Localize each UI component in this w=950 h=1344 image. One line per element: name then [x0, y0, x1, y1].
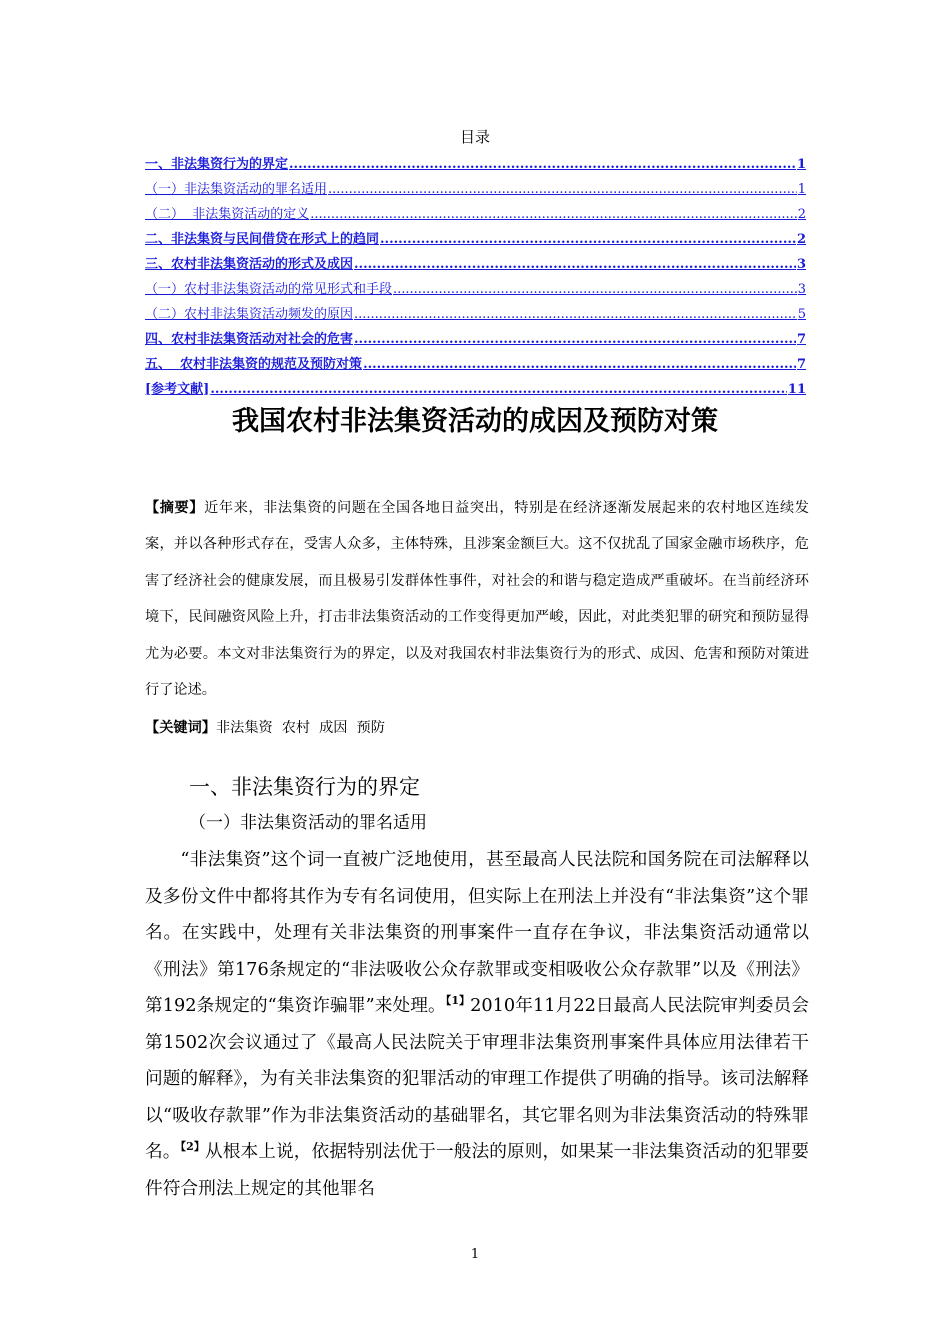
toc-entry-page: 7 — [796, 357, 806, 372]
toc-entry-text: 三、农村非法集资活动的形式及成因 — [145, 257, 354, 272]
document-title: 我国农村非法集资活动的成因及预防对策 — [232, 406, 718, 437]
toc-entry-section-1[interactable] — [145, 150, 806, 175]
citation-ref-1[interactable]: 【1】 — [445, 994, 471, 1008]
toc-entry-page: 7 — [796, 332, 806, 347]
toc-entry-text: 四、农村非法集资活动对社会的危害 — [145, 332, 354, 347]
toc-entry-text: 一、非法集资行为的界定 — [145, 157, 289, 172]
toc-entry-section-1-1[interactable] — [145, 175, 806, 200]
toc-entry-section-3-2[interactable] — [145, 300, 806, 325]
toc-entry-page: 11 — [787, 382, 806, 397]
toc-entry-page: 1 — [797, 182, 806, 197]
toc-leader-dots — [393, 280, 797, 300]
table-of-contents — [145, 150, 806, 400]
body-text-part-3: 从根本上说，依据特别法优于一般法的原则，如果某一非法集资活动的犯罪要件符合刑法上规定的其他罪名 — [145, 1142, 809, 1199]
toc-leader-dots — [354, 305, 797, 325]
toc-leader-dots — [289, 155, 796, 175]
toc-entry-text: 二、非法集资与民间借贷在形式上的趋同 — [145, 232, 380, 247]
keywords-label: 【关键词】 — [145, 720, 216, 736]
toc-entry-page: 2 — [796, 232, 806, 247]
subsection-heading: （一）非法集资活动的罪名适用 — [189, 813, 427, 833]
body-text-part-2: 2010年11月22日最高人民法院审判委员会第1502次会议通过了《最高人民法院关于审理非法集资刑事案件具体应用法律若干问题的解释》，为有关非法集资的犯罪活动的审理工作提供了明确的指导。该司法解释以“吸收存款罪”作为非法集资活动的基础罪名，其它罪名则为非法集资活动的特殊罪名。 — [145, 996, 809, 1162]
toc-entry-text: （二） 非法集资活动的定义 — [145, 207, 310, 222]
toc-leader-dots — [310, 205, 796, 225]
toc-entry-references[interactable] — [145, 375, 806, 400]
toc-entry-page: 1 — [796, 157, 806, 172]
toc-entry-section-2[interactable] — [145, 225, 806, 250]
keywords-text: 非法集资 农村 成因 预防 — [215, 720, 385, 736]
toc-entry-page: 5 — [797, 307, 806, 322]
toc-entry-text: [参考文献] — [145, 382, 210, 397]
toc-entry-section-5[interactable] — [145, 350, 806, 375]
toc-entry-text: （一）农村非法集资活动的常见形式和手段 — [145, 282, 393, 297]
body-paragraph — [145, 842, 809, 1207]
toc-title: 目录 — [459, 128, 490, 146]
toc-leader-dots — [210, 380, 787, 400]
toc-entry-text: （二）农村非法集资活动频发的原因 — [145, 307, 354, 322]
citation-ref-2[interactable]: 【2】 — [180, 1140, 205, 1154]
toc-entry-section-3[interactable] — [145, 250, 806, 275]
toc-entry-section-1-2[interactable] — [145, 200, 806, 225]
toc-entry-page: 3 — [797, 282, 806, 297]
keywords-line — [145, 712, 809, 744]
toc-entry-page: 3 — [796, 257, 806, 272]
toc-leader-dots — [354, 255, 796, 275]
toc-entry-text: 五、 农村非法集资的规范及预防对策 — [145, 357, 363, 372]
toc-leader-dots — [380, 230, 796, 250]
abstract-text: 近年来，非法集资的问题在全国各地日益突出，特别是在经济逐渐发展起来的农村地区连续发案，并以各种形式存在，受害人众多，主体特殊，且涉案金额巨大。这不仅扰乱了国家金融市场秩序，危害了经济社会的健康发展，而且极易引发群体性事件，对社会的和谐与稳定造成严重破坏。在当前经济环境下，民间融资风险上升，打击非法集资活动的工作变得更加严峻，因此，对此类犯罪的研究和预防显得尤为必要。本文对非法集资行为的界定，以及对我国农村非法集资行为的形式、成因、危害和预防对策进行了论述。 — [145, 500, 809, 699]
toc-entry-page: 2 — [797, 207, 806, 222]
toc-entry-text: （一）非法集资活动的罪名适用 — [145, 182, 328, 197]
toc-entry-section-4[interactable] — [145, 325, 806, 350]
toc-leader-dots — [363, 355, 796, 375]
page-number: 1 — [470, 1247, 480, 1262]
section-heading: 一、非法集资行为的界定 — [189, 775, 420, 799]
body-text-part-1: “非法集资”这个词一直被广泛地使用，甚至最高人民法院和国务院在司法解释以及多份文件中都将其作为专有名词使用，但实际上在刑法上并没有“非法集资”这个罪名。在实践中，处理有关非法集资的刑事案件一直存在争议，非法集资活动通常以《刑法》第176条规定的“非法吸收公众存款罪或变相吸收公众存款罪”以及《刑法》第192条规定的“集资诈骗罪”来处理。 — [145, 850, 809, 1016]
abstract-label: 【摘要】 — [145, 500, 205, 516]
toc-entry-section-3-1[interactable] — [145, 275, 806, 300]
toc-leader-dots — [328, 180, 797, 200]
abstract-paragraph — [145, 490, 809, 708]
toc-leader-dots — [354, 330, 796, 350]
